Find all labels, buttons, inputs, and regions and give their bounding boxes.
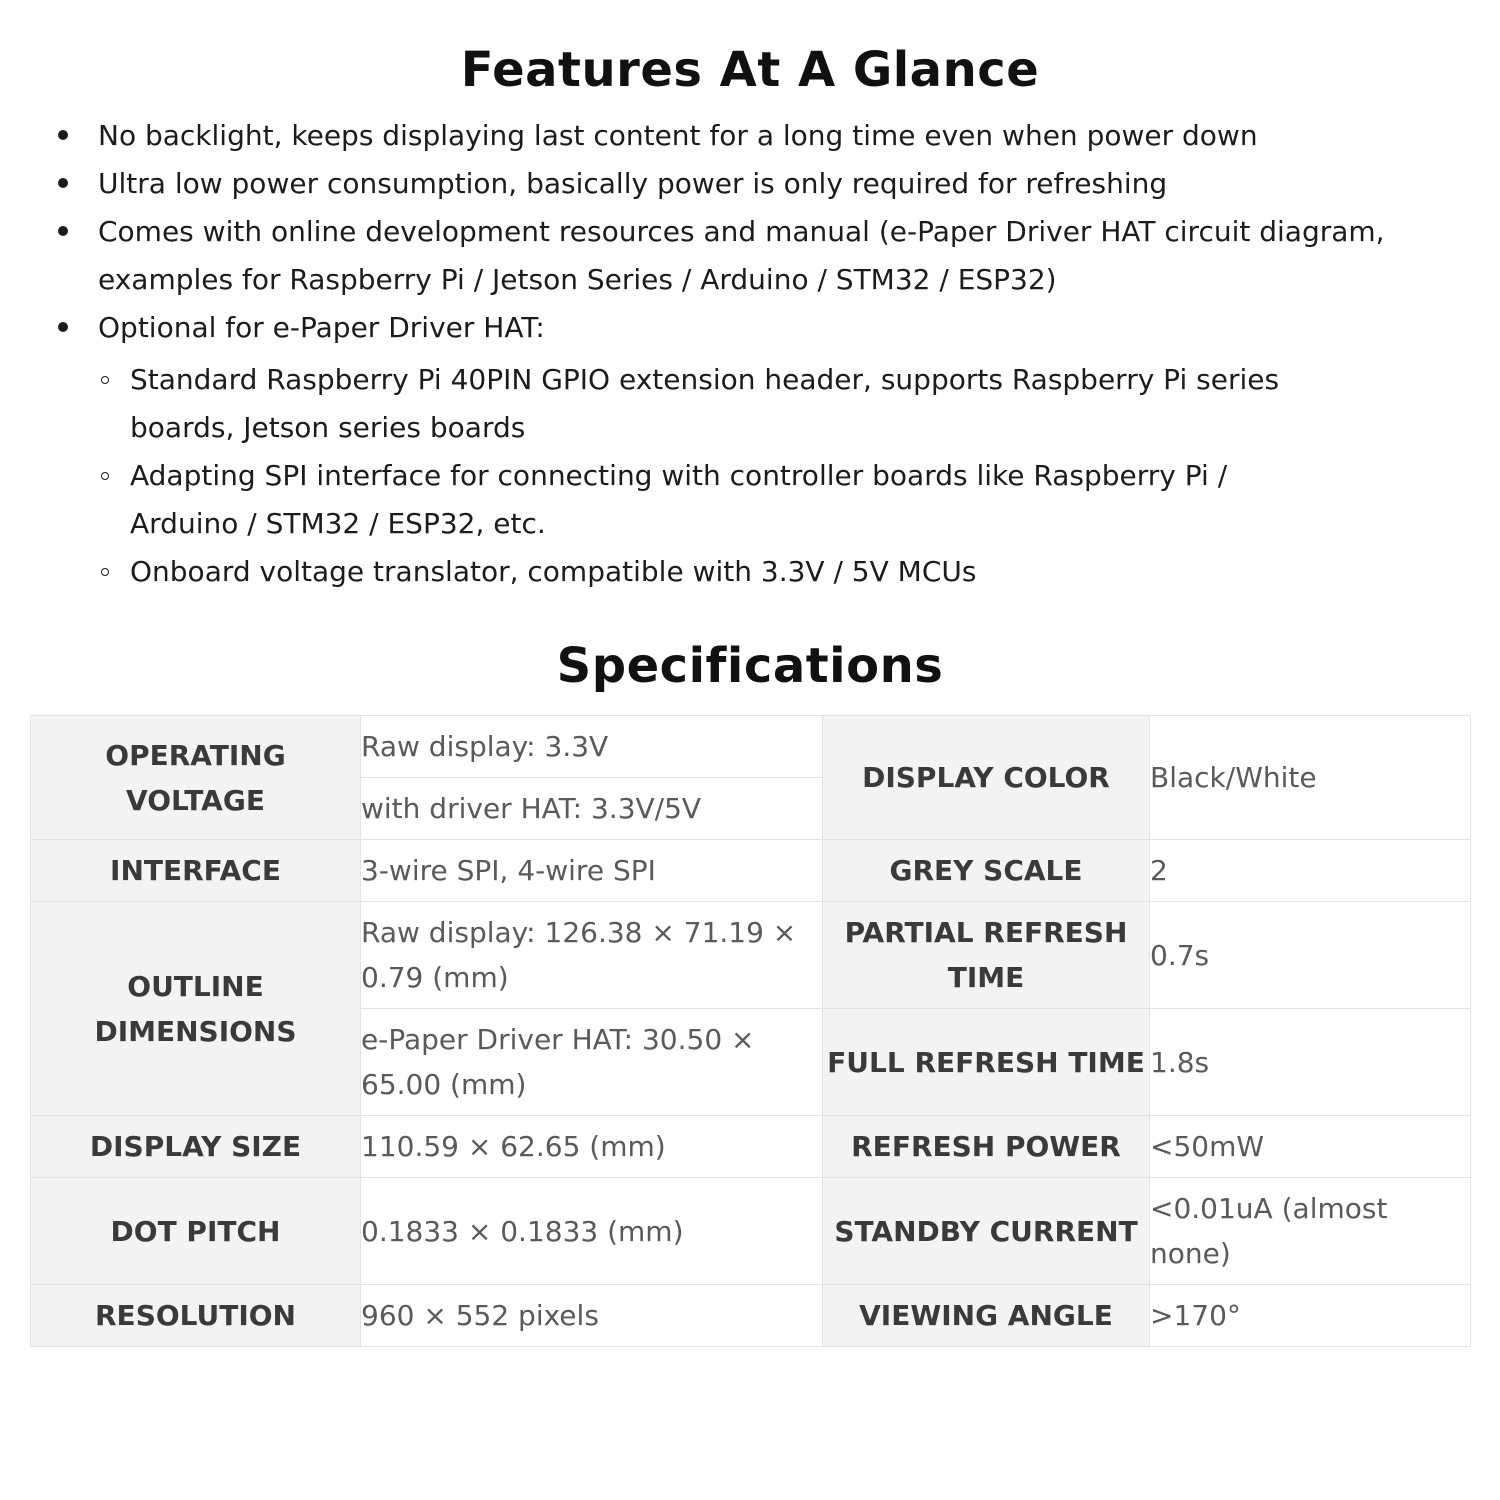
circle-bullet-icon bbox=[101, 472, 109, 480]
spec-value-resolution: 960 × 552 pixels bbox=[361, 1285, 823, 1347]
table-row bbox=[31, 716, 1471, 778]
spec-value-outline-hat: e-Paper Driver HAT: 30.50 × 65.00 (mm) bbox=[361, 1009, 823, 1116]
feature-item bbox=[0, 112, 1500, 160]
spec-value-refresh-power: <50mW bbox=[1150, 1116, 1471, 1178]
spec-label-standby-current: STANDBY CURRENT bbox=[823, 1178, 1150, 1285]
spec-label-display-size: DISPLAY SIZE bbox=[31, 1116, 361, 1178]
circle-bullet-icon bbox=[101, 376, 109, 384]
feature-subitem bbox=[0, 356, 1410, 452]
feature-subtext: Onboard voltage translator, compatible with 3.3V / 5V MCUs bbox=[130, 555, 977, 588]
feature-text: No backlight, keeps displaying last content for a long time even when power down bbox=[98, 119, 1258, 152]
spec-value-partial-refresh: 0.7s bbox=[1150, 902, 1471, 1009]
spec-label-interface: INTERFACE bbox=[31, 840, 361, 902]
bullet-icon bbox=[58, 178, 68, 188]
spec-value-outline-raw: Raw display: 126.38 × 71.19 × 0.79 (mm) bbox=[361, 902, 823, 1009]
feature-item bbox=[0, 208, 1500, 304]
spec-label-display-color: DISPLAY COLOR bbox=[823, 716, 1150, 840]
spec-value-display-size: 110.59 × 62.65 (mm) bbox=[361, 1116, 823, 1178]
feature-sublist bbox=[98, 356, 1410, 596]
table-row bbox=[31, 1178, 1471, 1285]
spec-value-interface: 3-wire SPI, 4-wire SPI bbox=[361, 840, 823, 902]
table-row bbox=[31, 1285, 1471, 1347]
spec-label-outline-dimensions: OUTLINE DIMENSIONS bbox=[31, 902, 361, 1116]
circle-bullet-icon bbox=[101, 568, 109, 576]
table-row bbox=[31, 902, 1471, 1009]
spec-value-display-color: Black/White bbox=[1150, 716, 1471, 840]
spec-value-operating-voltage-raw: Raw display: 3.3V bbox=[361, 716, 823, 778]
specifications-title: Specifications bbox=[556, 638, 944, 694]
spec-value-dot-pitch: 0.1833 × 0.1833 (mm) bbox=[361, 1178, 823, 1285]
spec-label-refresh-power: REFRESH POWER bbox=[823, 1116, 1150, 1178]
feature-subtext: Standard Raspberry Pi 40PIN GPIO extension header, supports Raspberry Pi series boards, Jetson series boards bbox=[130, 363, 1280, 444]
feature-subitem bbox=[0, 452, 1410, 548]
spec-label-resolution: RESOLUTION bbox=[31, 1285, 361, 1347]
spec-value-full-refresh: 1.8s bbox=[1150, 1009, 1471, 1116]
spec-label-operating-voltage: OPERATING VOLTAGE bbox=[31, 716, 361, 840]
spec-label-grey-scale: GREY SCALE bbox=[823, 840, 1150, 902]
spec-label-full-refresh: FULL REFRESH TIME bbox=[823, 1009, 1150, 1116]
feature-subtext: Adapting SPI interface for connecting with controller boards like Raspberry Pi / Arduino / STM32 / ESP32, etc. bbox=[130, 459, 1228, 540]
table-row bbox=[31, 1116, 1471, 1178]
bullet-icon bbox=[58, 226, 68, 236]
feature-text: Comes with online development resources and manual (e-Paper Driver HAT circuit diagram, examples for Raspberry Pi / Jetson Series / Arduino / STM32 / ESP32) bbox=[98, 215, 1385, 296]
bullet-icon bbox=[58, 130, 68, 140]
spec-label-dot-pitch: DOT PITCH bbox=[31, 1178, 361, 1285]
spec-value-viewing-angle: >170° bbox=[1150, 1285, 1471, 1347]
spec-value-standby-current: <0.01uA (almost none) bbox=[1150, 1178, 1471, 1285]
bullet-icon bbox=[58, 322, 68, 332]
feature-text: Optional for e-Paper Driver HAT: bbox=[98, 311, 545, 344]
feature-item bbox=[0, 304, 1500, 596]
features-title: Features At A Glance bbox=[460, 42, 1040, 98]
feature-subitem bbox=[0, 548, 1410, 596]
table-row bbox=[31, 840, 1471, 902]
feature-text: Ultra low power consumption, basically power is only required for refreshing bbox=[98, 167, 1168, 200]
spec-value-operating-voltage-hat: with driver HAT: 3.3V/5V bbox=[361, 778, 823, 840]
features-list bbox=[0, 112, 1500, 596]
spec-value-grey-scale: 2 bbox=[1150, 840, 1471, 902]
feature-item bbox=[0, 160, 1500, 208]
spec-label-viewing-angle: VIEWING ANGLE bbox=[823, 1285, 1150, 1347]
spec-label-partial-refresh: PARTIAL REFRESH TIME bbox=[823, 902, 1150, 1009]
specifications-table bbox=[30, 715, 1471, 1347]
